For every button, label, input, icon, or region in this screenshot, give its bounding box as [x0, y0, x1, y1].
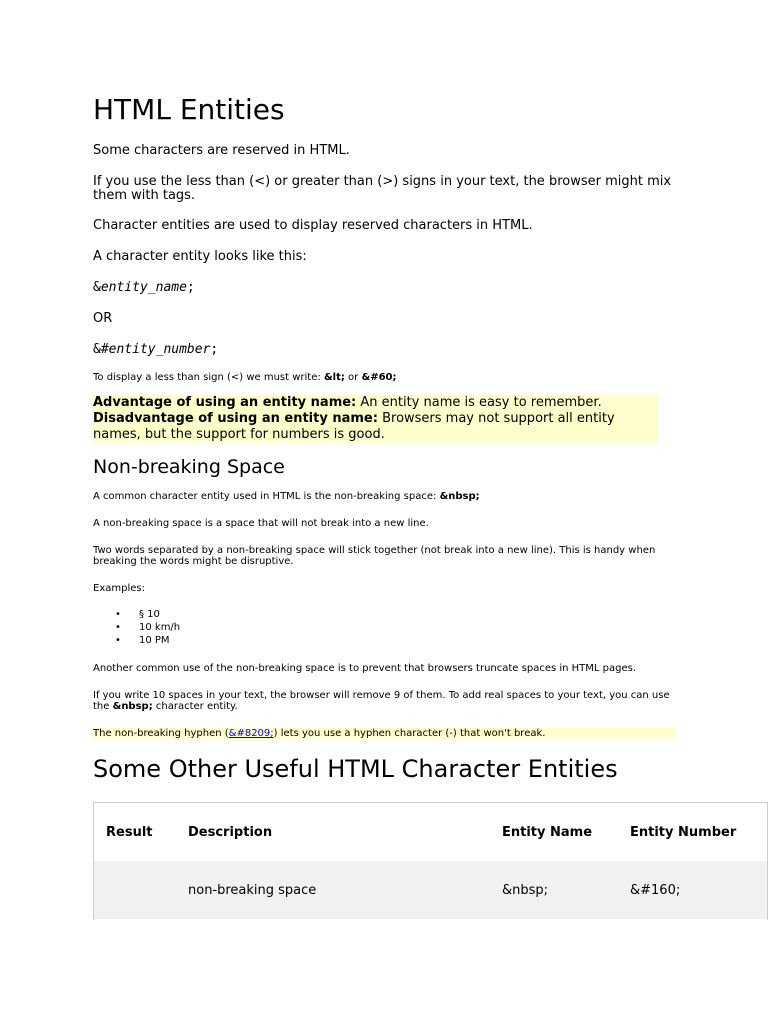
advantage-label: Advantage of using an entity name:: [93, 395, 357, 410]
nbsp-spaces-prefix: If you write 10 spaces in your text, the browser will remove 9 of them. To add real spaces to your text, you can use the: [93, 690, 670, 712]
table-row: [94, 861, 768, 919]
intro-looks-like-text: A character entity looks like this:: [93, 249, 307, 264]
less-than-entity: &lt;: [323, 372, 345, 383]
nbsp-intro-entity: &nbsp;: [439, 491, 480, 502]
table-header-cell: Entity Name: [502, 824, 593, 840]
nbsp-spaces-text: [93, 690, 683, 712]
table-header-cell: Description: [188, 824, 273, 840]
entities-table: [94, 803, 768, 919]
disadvantage-text: Browsers may not support all entity names, but the support for numbers is good.: [93, 411, 615, 442]
table-cell: [94, 861, 187, 919]
entities-table-frame: [93, 802, 768, 920]
table-cell: &nbsp;: [502, 882, 549, 898]
entity-number-suffix: ;: [210, 342, 219, 357]
non-breaking-hyphen-note: [93, 728, 675, 739]
entity-name-prefix: &: [93, 280, 101, 295]
nbsp-truncate-text: Another common use of the non-breaking space is to prevent that browsers truncate spaces in HTML pages.: [93, 663, 637, 674]
entity-name-syntax: [93, 281, 683, 295]
intro-reserved-text: Some characters are reserved in HTML.: [93, 143, 350, 158]
nbsp-intro: [93, 491, 683, 502]
disadvantage-line: [93, 411, 658, 443]
list-item: [93, 608, 683, 621]
less-than-or: or: [344, 372, 362, 383]
advantage-line: [93, 395, 658, 411]
examples-label: Examples:: [93, 583, 145, 594]
page-title: HTML Entities: [93, 93, 285, 126]
entity-name-var: entity_name: [100, 280, 187, 295]
other-entities-heading: Some Other Useful HTML Character Entities: [93, 755, 618, 783]
nbsp-stick-together: Two words separated by a non-breaking space will stick together (not break into a new line). This is handy when breaking the words might be disruptive.: [93, 545, 656, 567]
list-item: [93, 621, 683, 634]
intro-less-greater-text: If you use the less than (<) or greater than (>) signs in your text, the browser might mix them with tags.: [93, 174, 672, 203]
nbsp-heading: Non-breaking Space: [93, 456, 285, 478]
bullet-icon: •: [115, 609, 121, 620]
example-text: 10 PM: [139, 635, 170, 646]
hyphen-entity-link[interactable]: &#8209;: [228, 728, 274, 739]
hyphen-after: ) lets you use a hyphen character (-) that won't break.: [273, 728, 546, 739]
hyphen-before: The non-breaking hyphen (: [93, 728, 229, 739]
example-text: § 10: [139, 609, 160, 620]
nbsp-spaces-suffix: character entity.: [152, 701, 238, 712]
advantage-text: An entity name is easy to remember.: [356, 395, 602, 410]
list-item: [93, 634, 683, 647]
entity-name-suffix: ;: [186, 280, 195, 295]
page-content: [93, 92, 683, 783]
examples-list: [93, 608, 683, 647]
example-text: 10 km/h: [139, 622, 181, 633]
bullet-icon: •: [115, 622, 121, 633]
nbsp-intro-text: A common character entity used in HTML is the non-breaking space:: [93, 491, 440, 502]
disadvantage-label: Disadvantage of using an entity name:: [93, 411, 378, 426]
less-than-number: &#60;: [361, 372, 397, 383]
table-header-cell: Result: [106, 824, 153, 840]
entity-number-var: entity_number: [108, 342, 211, 357]
table-header-row: [94, 803, 768, 861]
nbsp-spaces-entity: &nbsp;: [112, 701, 153, 712]
entity-advantages-box: [93, 395, 658, 443]
entity-number-prefix: &#: [93, 342, 109, 357]
entity-number-syntax: [93, 343, 683, 357]
table-header-cell: Entity Number: [630, 824, 737, 840]
nbsp-definition: A non-breaking space is a space that will not break into a new line.: [93, 518, 429, 529]
bullet-icon: •: [115, 635, 121, 646]
table-cell: &#160;: [630, 882, 681, 898]
less-than-note: [93, 372, 683, 383]
or-text: OR: [93, 311, 113, 326]
table-cell: non-breaking space: [188, 882, 317, 898]
less-than-text: To display a less than sign (<) we must write:: [93, 372, 324, 383]
intro-entities-text: Character entities are used to display reserved characters in HTML.: [93, 218, 533, 233]
